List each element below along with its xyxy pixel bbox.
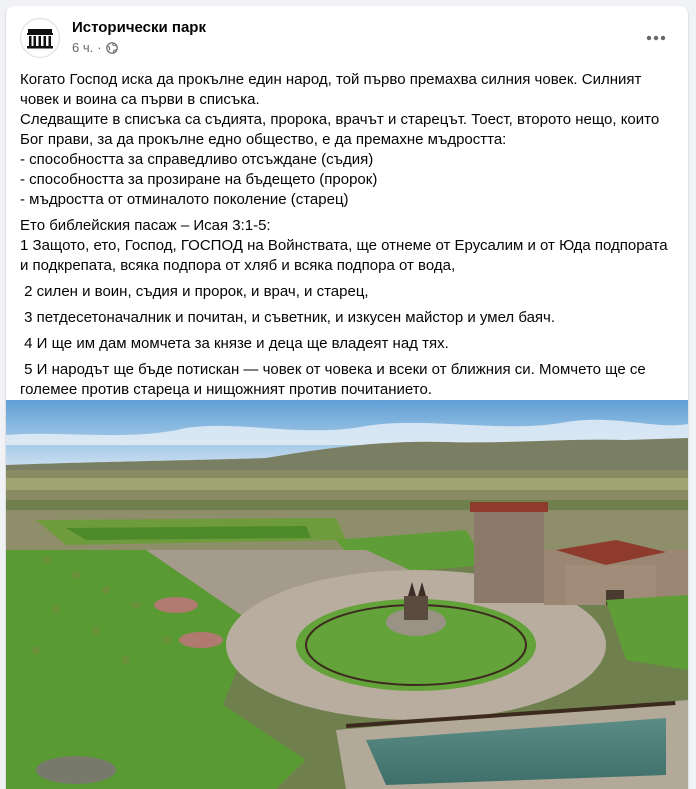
page-name-link[interactable]: Исторически парк [72, 19, 206, 36]
globe-icon [106, 42, 118, 54]
post-photo[interactable] [6, 400, 688, 789]
passage-title: Ето библейския пасаж – Исая 3:1-5: [20, 217, 271, 234]
post-header [6, 6, 688, 68]
list-line: - способността за прозиране на бъдещето (пророк) [20, 171, 378, 188]
more-options-button[interactable] [638, 26, 674, 50]
list-line: - способността за справедливо отсъждане (съдия) [20, 151, 374, 168]
verse-3: 3 петдесетоначалник и почитан, и съветник, и изкусен майстор и умел баяч. [20, 309, 556, 326]
post-text [20, 70, 680, 400]
verse-5: 5 И народът ще бъде потискан — човек от човека и всеки от ближния си. Момчето ще се големее против стареца и нищожният против почитанието. [20, 361, 650, 398]
verse-1: 1 Защото, ето, Господ, ГОСПОД на Войнствата, ще отнеме от Ерусалим и от Юда подпората и подкрепата, всяка подпора от хляб и всяка подпора от вода, [20, 237, 668, 274]
verse-4: 4 И ще им дам момчета за князе и деца ще владеят над тях. [20, 335, 449, 352]
post-paragraph: Когато Господ иска да прокълне един народ, той първо премахва силния човек. Силният човек и воина са първи в списъка. [20, 71, 642, 108]
park-aerial-photo [6, 400, 688, 789]
museum-logo-icon [23, 21, 57, 55]
post-card [6, 6, 688, 789]
list-line: - мъдростта от отминалото поколение (старец) [20, 191, 349, 208]
post-paragraph: Следващите в списъка са съдията, пророка, врачът и старецът. Тоест, второто нещо, които Бог прави, за да прокълне едно общество, е да премахне мъдростта: [20, 111, 660, 148]
post-meta [72, 40, 118, 55]
verse-2: 2 силен и воин, съдия и пророк, и врач, и старец, [20, 283, 369, 300]
page-avatar[interactable] [20, 18, 60, 58]
meta-separator: · [97, 40, 102, 55]
post-timestamp[interactable]: 6 ч. [72, 40, 94, 55]
more-options-icon [646, 35, 666, 41]
